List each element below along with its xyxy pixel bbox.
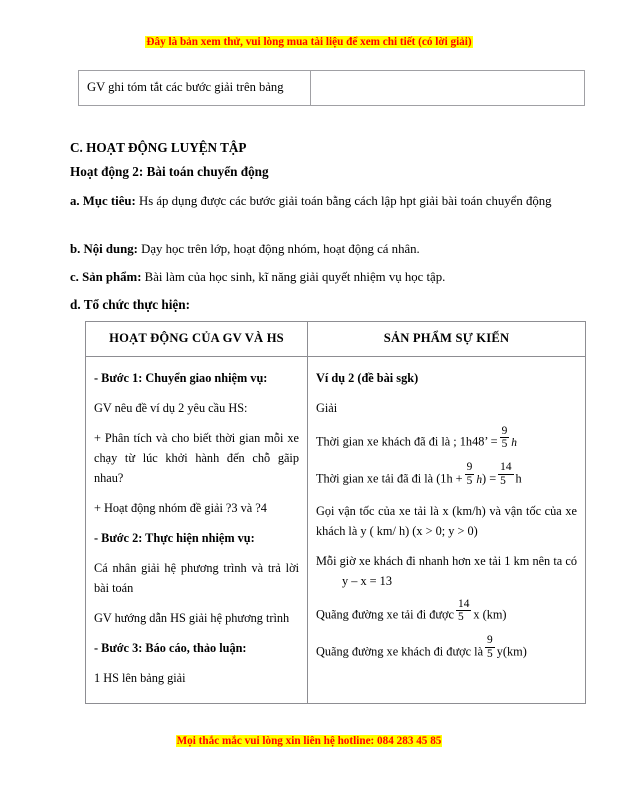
distance-truck-post: x (km) — [473, 607, 507, 622]
time-truck-mid: ) = — [482, 471, 497, 486]
section-heading-c: C. HOẠT ĐỘNG LUYỆN TẬP — [70, 140, 247, 155]
example-title: Ví dụ 2 (đề bài sgk) — [316, 371, 419, 385]
summary-table-right-cell — [311, 71, 585, 106]
speed-definition-line: Gọi vận tốc của xe tải là x (km/h) và vận tốc của xe khách là y ( km/ h) (x > 0; y > 0) — [316, 504, 577, 539]
unit-hour: h — [476, 473, 483, 486]
summary-table — [78, 70, 585, 106]
item-c-label: c. Sản phẩm: — [70, 270, 142, 284]
top-notice-banner — [0, 32, 618, 50]
item-a — [70, 191, 552, 212]
bottom-hotline-banner — [0, 731, 618, 749]
fraction-denominator: 5 — [466, 474, 473, 487]
step-3-line-1: 1 HS lên bảng giải — [94, 671, 186, 685]
fraction-14-5 — [498, 461, 513, 488]
activity-2-heading: Hoạt động 2: Bài toán chuyển động — [70, 164, 269, 179]
fraction-numerator: 14 — [500, 461, 512, 474]
column-header-products: SẢN PHẨM SỰ KIẾN — [308, 322, 586, 357]
unit-hour: h — [511, 437, 517, 450]
activities-cell — [86, 357, 308, 704]
table-row — [79, 71, 585, 106]
item-b-text: Dạy học trên lớp, hoạt động nhóm, hoạt động cá nhân. — [137, 242, 420, 256]
equation-text: Mỗi giờ xe khách đi nhanh hơn xe tải 1 km nên ta có — [316, 554, 577, 569]
distance-truck-line — [316, 596, 577, 633]
fraction-numerator: 14 — [458, 597, 470, 610]
step-2-label: - Bước 2: Thực hiện nhiệm vụ: — [94, 531, 255, 545]
fraction-numerator: 9 — [501, 424, 508, 437]
fraction-numerator: 9 — [487, 634, 493, 647]
time-truck-text: Thời gian xe tải đã đi là (1h + — [316, 471, 463, 486]
item-c — [70, 267, 552, 288]
distance-passenger-bus-post: y(km) — [496, 644, 527, 659]
time-passenger-bus-text: Thời gian xe khách đã đi là ; 1h48’ = — [316, 434, 498, 449]
column-header-activities: HOẠT ĐỘNG CỦA GV VÀ HS — [86, 322, 308, 357]
fraction-denominator: 5 — [501, 438, 508, 451]
fraction-denominator: 5 — [456, 610, 471, 624]
distance-passenger-bus-line — [316, 633, 577, 670]
step-2-line-2: GV hướng dẫn HS giải hệ phương trình — [94, 611, 290, 625]
products-cell — [308, 357, 586, 704]
activities-content — [94, 363, 299, 693]
time-passenger-bus-line — [316, 423, 577, 460]
activity-table — [85, 321, 586, 704]
fraction-9-5-second — [465, 461, 475, 488]
time-truck-post: h — [515, 471, 522, 486]
equation-line — [316, 546, 577, 596]
table-header-row — [86, 322, 586, 357]
fraction-denominator: 5 — [498, 474, 513, 488]
summary-table-left-cell: GV ghi tóm tắt các bước giải trên bảng — [79, 71, 311, 106]
distance-truck-text: Quãng đường xe tải đi được — [316, 607, 455, 622]
step-1-line-2: + Phân tích và cho biết thời gian mỗi xe chạy từ lúc khởi hành đến chỗ gãip nhau? — [94, 431, 299, 485]
time-truck-line — [316, 460, 577, 497]
item-c-text: Bài làm của học sinh, kĩ năng giải quyết nhiệm vụ học tập. — [141, 270, 446, 284]
top-notice-text: Đây là bản xem thử, vui lòng mua tài liệu để xem chi tiết (có lời giải) — [146, 36, 472, 48]
fraction-9-5-third — [485, 634, 495, 661]
step-3-label: - Bước 3: Báo cáo, thảo luận: — [94, 641, 247, 655]
step-2-line-1: Cá nhân giải hệ phương trình và trả lời bài toán — [94, 561, 299, 595]
step-1-line-1: GV nêu đề ví dụ 2 yêu cầu HS: — [94, 401, 248, 415]
fraction-numerator: 9 — [466, 461, 473, 474]
item-b — [70, 239, 552, 260]
item-b-label: b. Nội dung: — [70, 242, 138, 256]
bottom-hotline-text: Mọi thắc mắc vui lòng xin liên hệ hotline: 084 283 45 85 — [176, 735, 442, 747]
equation-expression: y – x = 13 — [342, 574, 392, 589]
fraction-14-5-second — [456, 598, 471, 625]
step-1-label: - Bước 1: Chuyển giao nhiệm vụ: — [94, 371, 268, 385]
products-content — [316, 363, 577, 669]
fraction-denominator: 5 — [487, 647, 493, 660]
item-d-label: d. Tổ chức thực hiện: — [70, 297, 190, 312]
fraction-9-5 — [500, 425, 510, 452]
table-row — [86, 357, 586, 704]
distance-passenger-bus-text: Quãng đường xe khách đi được là — [316, 644, 484, 659]
item-a-label: a. Mục tiêu: — [70, 194, 136, 208]
solution-label: Giải — [316, 401, 338, 415]
item-a-text: Hs áp dụng được các bước giải toán bằng cách lập hpt giải bài toán chuyển động — [135, 194, 552, 208]
step-1-line-3: + Hoạt động nhóm đề giải ?3 và ?4 — [94, 501, 267, 515]
